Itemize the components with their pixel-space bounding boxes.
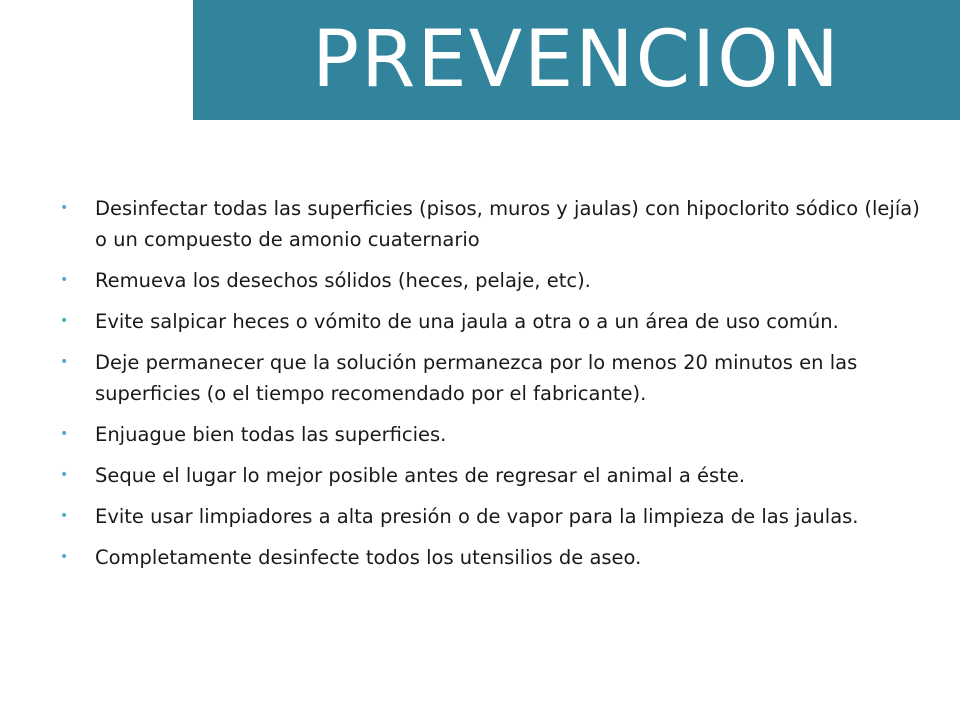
bullet-item bbox=[60, 501, 930, 532]
bullet-text: Evite usar limpiadores a alta presión o de vapor para la limpieza de las jaulas. bbox=[95, 505, 859, 528]
bullet-list bbox=[60, 193, 930, 583]
bullet-icon: • bbox=[60, 354, 69, 370]
bullet-item bbox=[60, 306, 930, 337]
bullet-item bbox=[60, 419, 930, 450]
bullet-icon: • bbox=[60, 549, 69, 565]
bullet-item bbox=[60, 542, 930, 573]
bullet-icon: • bbox=[60, 426, 69, 442]
bullet-icon: • bbox=[60, 467, 69, 483]
bullet-item bbox=[60, 193, 930, 255]
bullet-item bbox=[60, 265, 930, 296]
bullet-text: Deje permanecer que la solución permanezca por lo menos 20 minutos en las superficies (o el tiempo recomendado por el fabricante). bbox=[95, 351, 858, 405]
title-banner bbox=[193, 0, 960, 120]
bullet-icon: • bbox=[60, 272, 69, 288]
bullet-icon: • bbox=[60, 313, 69, 329]
bullet-icon: • bbox=[60, 508, 69, 524]
bullet-item bbox=[60, 460, 930, 491]
bullet-text: Enjuague bien todas las superficies. bbox=[95, 423, 447, 446]
bullet-text: Desinfectar todas las superficies (pisos, muros y jaulas) con hipoclorito sódico (lejía) o un compuesto de amonio cuaternario bbox=[95, 197, 920, 251]
slide-title: PREVENCION bbox=[312, 15, 841, 105]
bullet-item bbox=[60, 347, 930, 409]
bullet-text: Completamente desinfecte todos los utensilios de aseo. bbox=[95, 546, 642, 569]
bullet-text: Evite salpicar heces o vómito de una jaula a otra o a un área de uso común. bbox=[95, 310, 839, 333]
bullet-icon: • bbox=[60, 200, 69, 216]
bullet-text: Remueva los desechos sólidos (heces, pelaje, etc). bbox=[95, 269, 591, 292]
bullet-text: Seque el lugar lo mejor posible antes de regresar el animal a éste. bbox=[95, 464, 746, 487]
